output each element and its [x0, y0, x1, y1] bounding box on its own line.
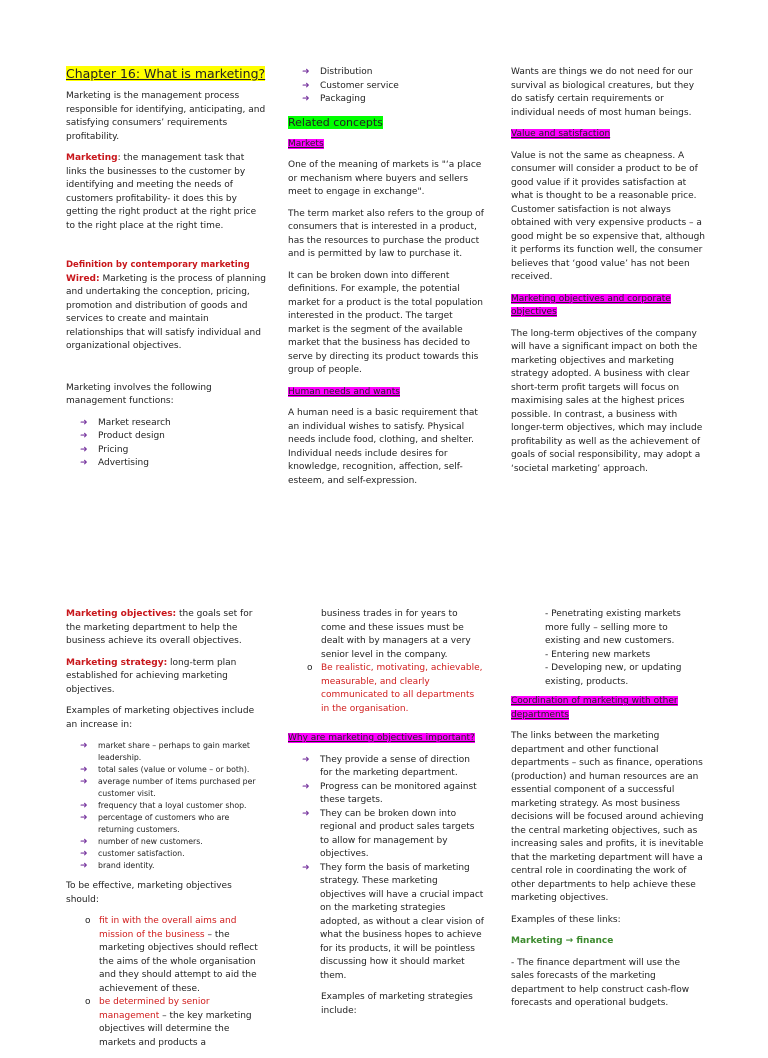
- strategies-list: [511, 608, 705, 689]
- list-item: ➜ Advertising: [66, 457, 266, 471]
- objectives-examples-list: [66, 740, 266, 872]
- list-item: ➜ Progress can be monitored against these targets.: [302, 781, 477, 805]
- coordination-heading: Coordination of marketing with other departments: [511, 696, 678, 720]
- list-item: ➜ total sales (value or volume – or both).: [80, 765, 250, 775]
- list-item: - Penetrating existing markets more fully – selling more to existing and new customers.: [545, 609, 681, 646]
- arrow-bullet-icon: ➜: [80, 444, 88, 455]
- arrow-bullet-icon: ➜: [302, 808, 310, 819]
- marketing-objectives-text: the goals set for the marketing department to help the business achieve its overall objectives.: [66, 609, 253, 646]
- circle-bullet-icon: o: [307, 663, 313, 673]
- wired-text: Marketing is the process of planning and undertaking the conception, pricing, promotion and distribution of goods and services to create and maintain relationships that will satisfy individual and organizational objectives.: [66, 273, 266, 351]
- markets-heading: Markets: [288, 138, 324, 149]
- needs-paragraph: A human need is a basic requirement that an individual wishes to satisfy. Physical needs include food, clothing, and shelter. Individual needs include desires for knowledge, recognition, affection, self-esteem, and self-expression.: [288, 408, 478, 486]
- functions-list-continued: [288, 66, 484, 107]
- value-paragraph: Value is not the same as cheapness. A consumer will consider a product to be of good value if it provides satisfaction at what is thought to be a reasonable price. Customer satisfaction is not always obtained with very expensive products – a good might be so expensive that, although it performs its function well, the consumer believes that ‘good value’ has not been received.: [511, 150, 705, 282]
- why-important-heading: Why are marketing objectives important?: [288, 733, 475, 743]
- examples-intro: Examples of marketing objectives include an increase in:: [66, 706, 255, 730]
- circle-bullet-icon: o: [85, 916, 91, 926]
- effective-list-continued: [288, 662, 484, 716]
- arrow-bullet-icon: ➜: [80, 417, 88, 428]
- marketing-objectives-label: Marketing objectives:: [66, 609, 177, 619]
- list-item: ➜ brand identity.: [80, 861, 155, 871]
- wired-definition: [66, 259, 266, 273]
- list-item: ➜ Packaging: [288, 93, 484, 107]
- arrow-bullet-icon: ➜: [302, 67, 310, 77]
- marketing-label: Marketing: [66, 153, 118, 163]
- needs-wants-heading: Human needs and wants: [288, 386, 400, 397]
- arrow-bullet-icon: ➜: [80, 861, 88, 871]
- value-satisfaction-heading: Value and satisfaction: [511, 129, 611, 139]
- list-item: ➜ They can be broken down into regional and product sales targets to allow for management by objectives.: [302, 808, 475, 859]
- arrow-bullet-icon: ➜: [80, 801, 88, 811]
- list-item: ➜ Distribution: [288, 66, 484, 80]
- wired-label: Wired:: [66, 273, 100, 284]
- arrow-bullet-icon: ➜: [302, 862, 310, 873]
- wants-paragraph: Wants are things we do not need for our survival as biological creatures, but they do satisfy certain requirements or individual needs of most human beings.: [511, 67, 695, 118]
- marketing-definition: [66, 152, 266, 233]
- arrow-bullet-icon: ➜: [80, 849, 88, 859]
- list-item: ➜ Product design: [66, 430, 266, 444]
- list-item: ➜ number of new customers.: [80, 837, 203, 847]
- arrow-bullet-icon: ➜: [80, 741, 88, 751]
- why-list: [288, 754, 484, 984]
- arrow-bullet-icon: ➜: [302, 754, 310, 765]
- arrow-bullet-icon: ➜: [80, 813, 88, 823]
- list-item: ➜ average number of items purchased per customer visit.: [80, 777, 256, 798]
- list-item: ➜ percentage of customers who are returning customers.: [80, 813, 230, 834]
- list-item: - Entering new markets: [545, 649, 651, 660]
- contemporary-label: Definition by contemporary marketing: [66, 260, 250, 270]
- continued-text: business trades in for years to come and these issues must be dealt with by managers at a very senior level in the company.: [321, 609, 471, 660]
- column-5: [288, 608, 484, 1026]
- objectives-paragraph: The long-term objectives of the company will have a significant impact on both the marketing objectives and marketing strategy adopted. A business with clear short-term profit targets will focus on maximising sales at the highest prices possible. In contrast, a business with longer-term objectives, which may include profitability as well as the achievement of goals of social responsibility, may adopt a ‘societal marketing’ approach.: [511, 328, 703, 474]
- list-item: o fit in with the overall aims and mission of the business – the marketing objectives should reflect the aims of the whole organisation and they should attempt to aid the achievement of these.: [85, 916, 258, 994]
- strategies-intro: Examples of marketing strategies include:: [321, 992, 473, 1016]
- functions-intro: Marketing involves the following management functions:: [66, 382, 212, 406]
- arrow-bullet-icon: ➜: [302, 80, 310, 91]
- column-4: [66, 608, 266, 1058]
- functions-list: [66, 417, 266, 471]
- effective-intro: To be effective, marketing objectives should:: [66, 881, 232, 905]
- circle-bullet-icon: o: [85, 997, 91, 1007]
- arrow-bullet-icon: ➜: [80, 431, 88, 441]
- column-1: [66, 66, 266, 479]
- markets-paragraph-2: The term market also refers to the group of consumers that is interested in a product, has the resources to purchase the product and is permitted by law to purchase it.: [288, 208, 484, 259]
- list-item: ➜ Market research: [66, 417, 266, 431]
- marketing-strategy-label: Marketing strategy:: [66, 657, 168, 668]
- related-concepts-heading: Related concepts: [288, 115, 383, 129]
- list-item: ➜ They provide a sense of direction for the marketing department.: [302, 754, 470, 778]
- arrow-bullet-icon: ➜: [80, 777, 88, 787]
- objectives-heading: Marketing objectives and corporate objectives: [511, 293, 671, 317]
- list-item: ➜ customer satisfaction.: [80, 849, 185, 859]
- list-item: ➜ Customer service: [288, 80, 484, 94]
- list-item: ➜ Pricing: [66, 444, 266, 458]
- column-2: [288, 66, 484, 496]
- links-intro: Examples of these links:: [511, 914, 621, 925]
- arrow-bullet-icon: ➜: [80, 765, 88, 775]
- list-item: ➜ frequency that a loyal customer shop.: [80, 801, 247, 811]
- list-item: o Be realistic, motivating, achievable, measurable, and clearly communicated to all departments in the organisation.: [307, 663, 483, 714]
- list-item: o be determined by senior management – the key marketing objectives will determine the markets and products a: [85, 997, 252, 1048]
- list-item: - Developing new, or updating existing, products.: [545, 663, 682, 687]
- effective-list: [66, 915, 266, 1050]
- marketing-strategy-text: long-term plan established for achieving marketing objectives.: [66, 657, 237, 695]
- arrow-bullet-icon: ➜: [80, 837, 88, 847]
- list-item: ➜ market share – perhaps to gain market leadership.: [80, 741, 250, 762]
- finance-heading: Marketing → finance: [511, 936, 614, 946]
- list-item: ➜ They form the basis of marketing strategy. These marketing objectives will have a crucial impact on the marketing strategies adopted, as without a clear vision of what the business hopes to achieve for its products, it will be pointless discussing how it should market them.: [302, 862, 484, 981]
- markets-paragraph-3: It can be broken down into different definitions. For example, the potential market for a product is the total population interested in the product. The target market is the segment of the available market that the business has decided to serve by directing its product towards this group of people.: [288, 270, 483, 375]
- column-3: [511, 66, 705, 484]
- arrow-bullet-icon: ➜: [302, 94, 310, 104]
- coordination-paragraph: The links between the marketing department and other functional departments – such as finance, operations (production) and human resources are an essential component of a successful marketing strategy. As most business decisions will be focused around achieving the central marketing objectives, such as increasing sales and profits, it is inevitable that the marketing department will have a central role in coordinating the work of other departments to help achieve these marketing objectives.: [511, 731, 704, 903]
- markets-paragraph-1: One of the meaning of markets is "‘a place or mechanism where buyers and sellers meet to engage in exchange".: [288, 160, 482, 197]
- arrow-bullet-icon: ➜: [80, 458, 88, 468]
- column-6: [511, 608, 705, 1019]
- intro-paragraph: Marketing is the management process responsible for identifying, anticipating, and satisfying consumers’ requirements profitability.: [66, 91, 266, 142]
- arrow-bullet-icon: ➜: [302, 781, 310, 792]
- finance-paragraph: - The finance department will use the sales forecasts of the marketing department to help construct cash-flow forecasts and operational budgets.: [511, 957, 690, 1008]
- marketing-definition-text: : the management task that links the businesses to the customer by identifying and meeting the needs of customers profitability- it does this by getting the right product at the right price to the right place at the right time.: [66, 153, 257, 231]
- chapter-title: Chapter 16: What is marketing?: [66, 66, 266, 81]
